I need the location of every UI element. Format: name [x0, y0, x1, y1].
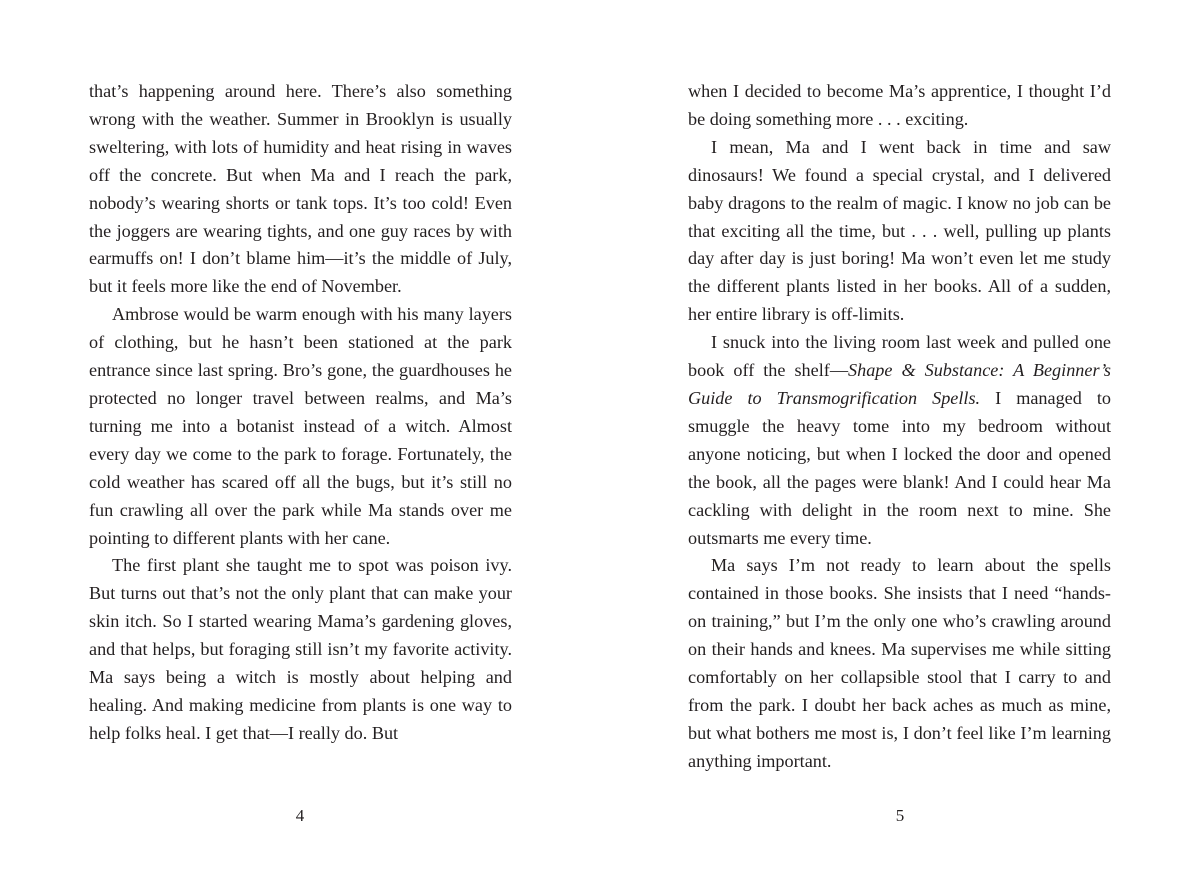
page-number: 4	[295, 806, 305, 825]
paragraph: The first plant she taught me to spot was poison ivy. But turns out that’s not the only plant that can make your skin itch. So I started wearing Mama’s gardening gloves, and that helps, but foraging still isn’t my favorite activity. Ma says being a witch is mostly about helping and healing. And making medicine from plants is one way to help folks heal. I get that—I really do. But	[89, 555, 512, 743]
paragraph: I mean, Ma and I went back in time and saw dinosaurs! We found a special crystal, and I delivered baby dragons to the realm of magic. I know no job can be that exciting all the time, but . . . well, pulling up plants day after day is just boring! Ma won’t even let me study the different plants listed in her books. All of a sudden, her entire library is off-limits.	[688, 136, 1111, 325]
paragraph-text: I managed to smuggle the heavy tome into my bedroom without anyone noticing, but when I locked the door and opened the book, all the pages were blank! And I could hear Ma cackling with delight in the room next to mine. She outsmarts me every time.	[688, 387, 1111, 548]
paragraph: Ma says I’m not ready to learn about the spells contained in those books. She insists that I need “hands-on training,” but I’m the only one who’s crawling around on their hands and knees. Ma supervises me while sitting comfortably on her collapsible stool that I carry to and from the park. I doubt her back aches as much as mine, but what bothers me most is, I don’t feel like I’m learning anything important.	[688, 555, 1111, 771]
paragraph: when I decided to become Ma’s apprentice, I thought I’d be doing something more . . . exciting.	[688, 81, 1111, 129]
paragraph	[688, 329, 1111, 552]
book-title: Shape & Substance: A Beginner’s Guide to Transmogrification Spells.	[688, 360, 1111, 408]
paragraph: that’s happening around here. There’s also something wrong with the weather. Summer in Brooklyn is usually sweltering, with lots of humidity and heat rising in waves off the concrete. But when Ma and I reach the park, nobody’s wearing shorts or tank tops. It’s too cold! Even the joggers are wearing tights, and one guy races by with earmuffs on! I don’t blame him—it’s the middle of July, but it feels more like the end of November.	[89, 81, 512, 297]
paragraph-text: I snuck into the living room last week and pulled one book off the shelf—	[688, 332, 1111, 381]
paragraph: Ambrose would be warm enough with his many layers of clothing, but he hasn’t been stationed at the park entrance since last spring. Bro’s gone, the guardhouses he protected no longer travel between realms, and Ma’s turning me into a botanist instead of a witch. Almost every day we come to the park to forage. Fortunately, the cold weather has scared off all the bugs, but it’s still no fun crawling all over the park while Ma stands over me pointing to different plants with her cane.	[89, 304, 512, 548]
page-number: 5	[895, 806, 905, 825]
right-page	[600, 0, 1200, 872]
left-page-text	[89, 78, 512, 748]
right-page-text	[688, 78, 1111, 776]
